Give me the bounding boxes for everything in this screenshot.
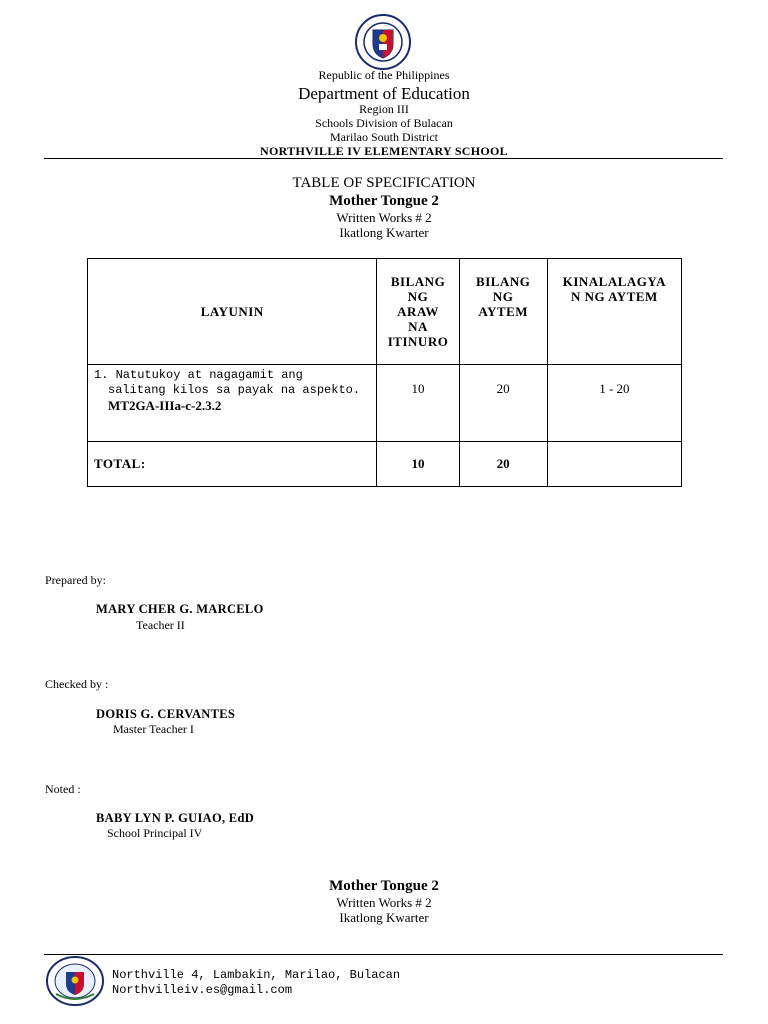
header-items: BILANG NG AYTEM <box>459 259 547 365</box>
header-layunin: LAYUNIN <box>88 259 377 365</box>
region-text: Region III <box>359 102 409 116</box>
footer-divider <box>44 954 723 955</box>
header-placement: KINALALAGYA N NG AYTEM <box>547 259 681 365</box>
noted-label: Noted : <box>45 782 81 796</box>
placement-cell: 1 - 20 <box>547 365 681 442</box>
noted-title: School Principal IV <box>107 826 203 840</box>
prepared-name: MARY CHER G. MARCELO <box>96 602 264 616</box>
checked-title: Master Teacher I <box>113 722 194 736</box>
bottom-subject-title: Mother Tongue 2 <box>329 878 439 894</box>
school-seal-icon <box>46 956 104 1006</box>
total-days-cell: 10 <box>377 442 459 487</box>
footer-address: Northville 4, Lambakin, Marilao, Bulacan <box>112 968 401 982</box>
works-text: Written Works # 2 <box>336 210 432 225</box>
header-divider <box>44 158 723 159</box>
table-row <box>88 365 682 442</box>
noted-name: BABY LYN P. GUIAO, EdD <box>96 811 255 825</box>
footer-email[interactable]: Northvilleiv.es@gmail.com <box>112 983 293 997</box>
deped-seal-icon <box>355 14 411 70</box>
header-days: BILANG NG ARAW NA ITINURO <box>377 259 459 365</box>
department-text: Department of Education <box>298 84 470 103</box>
checked-label: Checked by : <box>45 677 109 691</box>
bottom-quarter-text: Ikatlong Kwarter <box>339 910 429 925</box>
quarter-text: Ikatlong Kwarter <box>339 225 429 240</box>
checked-name: DORIS G. CERVANTES <box>96 707 236 721</box>
total-placement-cell <box>547 442 681 487</box>
total-label-cell: TOTAL: <box>88 442 377 487</box>
republic-text: Republic of the Philippines <box>318 68 450 82</box>
total-row <box>88 442 682 487</box>
specification-table <box>87 258 682 487</box>
district-text: Marilao South District <box>330 130 438 144</box>
school-name: NORTHVILLE IV ELEMENTARY SCHOOL <box>260 144 508 158</box>
prepared-title: Teacher II <box>136 618 185 632</box>
prepared-label: Prepared by: <box>45 573 106 587</box>
bottom-works-text: Written Works # 2 <box>336 895 432 910</box>
table-header-row <box>88 259 682 365</box>
items-cell: 20 <box>459 365 547 442</box>
objective-cell: 1. Natutukoy at nagagamit ang salitang kilos sa payak na aspekto. MT2GA-IIIa-c-2.3.2 <box>88 365 377 442</box>
tos-title: TABLE OF SPECIFICATION <box>292 175 476 191</box>
total-items-cell: 20 <box>459 442 547 487</box>
days-cell: 10 <box>377 365 459 442</box>
division-text: Schools Division of Bulacan <box>315 116 453 130</box>
subject-title: Mother Tongue 2 <box>329 193 439 209</box>
